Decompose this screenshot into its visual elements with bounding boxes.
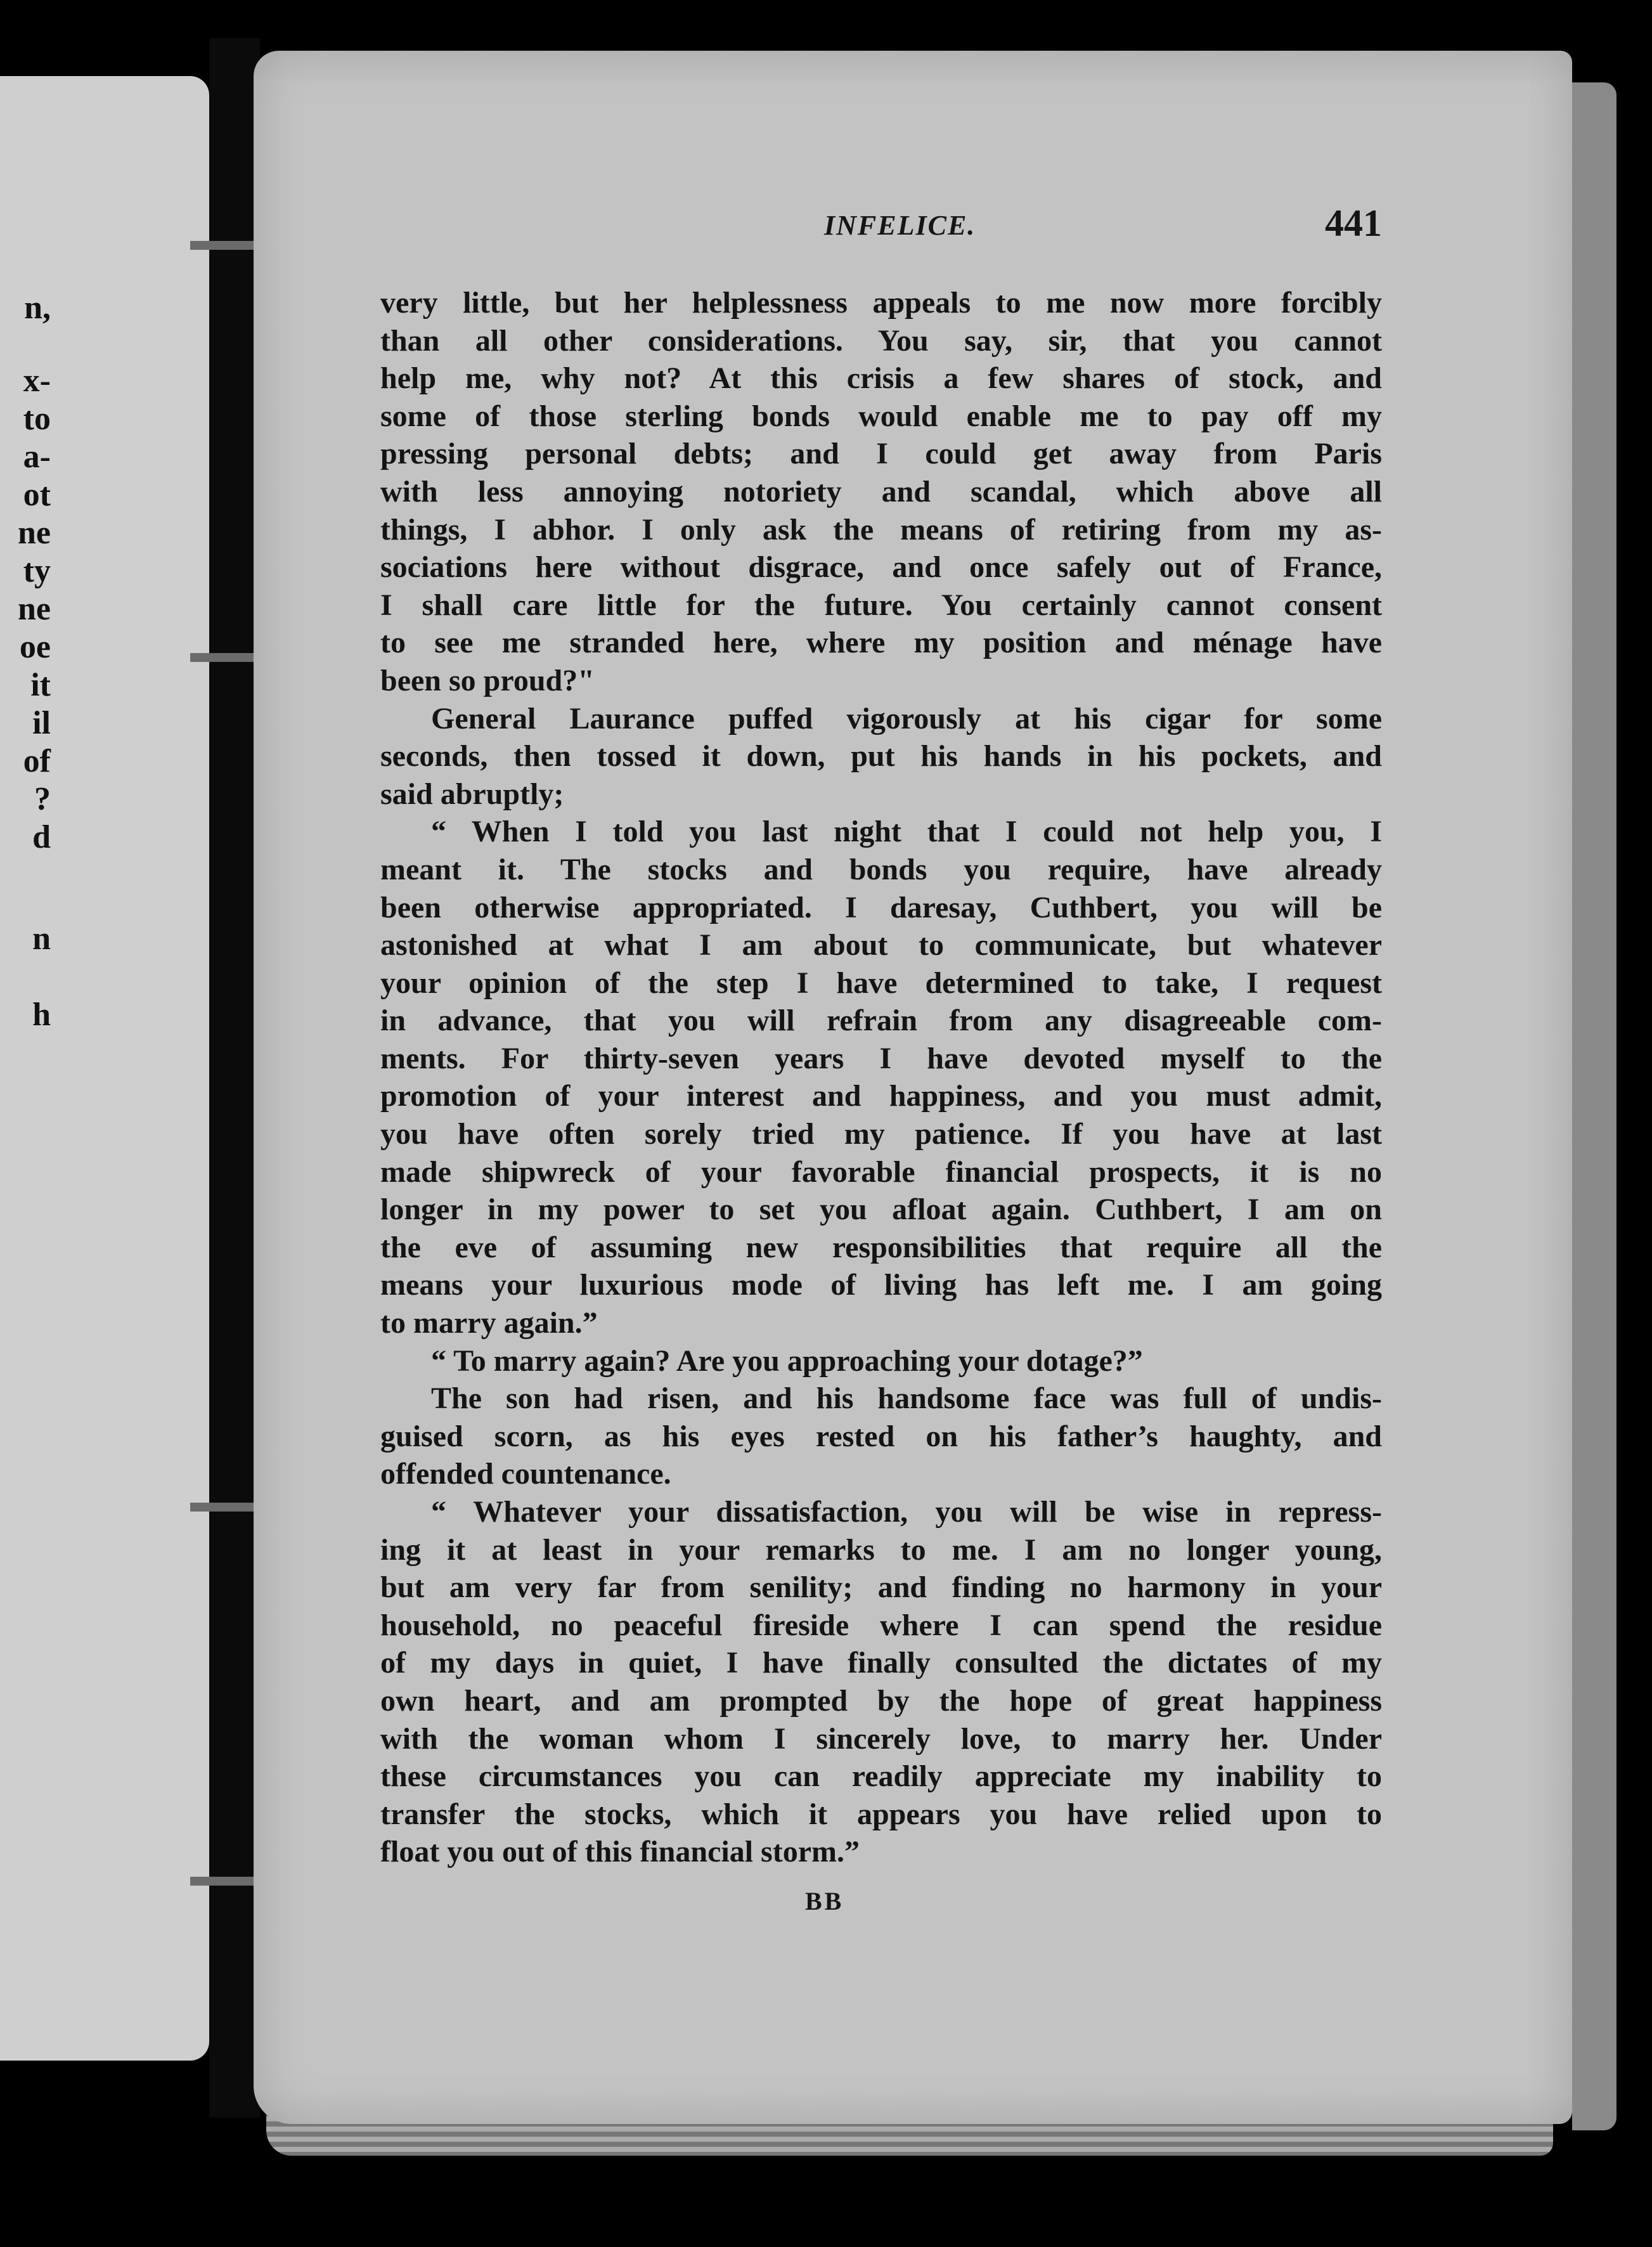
text-line: help me, why not? At this crisis a few shares of stock, and [380, 361, 1382, 396]
binding-stitch [190, 1503, 260, 1512]
left-page-fragment: n, [24, 290, 51, 326]
text-line: sociations here without disgrace, and once safely out of France, [380, 550, 1382, 585]
text-line: means your luxurious mode of living has left me. I am going [380, 1268, 1382, 1302]
text-line: ing it at least in your remarks to me. I am no longer young, [380, 1532, 1382, 1567]
left-page-fragment: a- [23, 439, 51, 475]
text-line: seconds, then tossed it down, put his hands in his pockets, and [380, 739, 1382, 774]
text-line: own heart, and am prompted by the hope of great happiness [380, 1683, 1382, 1718]
text-line: the eve of assuming new responsibilities that require all the [380, 1230, 1382, 1264]
text-line: offended countenance. [380, 1457, 671, 1491]
left-page-fragment: oe [19, 629, 51, 665]
signature-mark: BB [805, 1887, 844, 1915]
left-page-fragment: ne [18, 591, 51, 627]
text-line: pressing personal debts; and I could get away from Paris [380, 437, 1382, 471]
running-head: INFELICE. [824, 210, 976, 241]
left-page-fragment: it [30, 667, 51, 703]
text-line: of my days in quiet, I have finally consulted the dictates of my [380, 1646, 1382, 1680]
left-page-fragment: n [32, 921, 51, 957]
binding-stitch [190, 241, 260, 250]
text-line: “ Whatever your dissatisfaction, you will be wise in repress- [431, 1495, 1382, 1529]
page-fore-edge [1572, 82, 1617, 2130]
text-line: ments. For thirty-seven years I have devoted myself to the [380, 1041, 1382, 1075]
text-line: these circumstances you can readily appreciate my inability to [380, 1759, 1382, 1794]
text-line: float you out of this financial storm.” [380, 1835, 860, 1869]
left-page-fragment: ? [34, 781, 51, 817]
text-line: The son had risen, and his handsome face was full of undis- [431, 1382, 1382, 1416]
text-line: been otherwise appropriated. I daresay, Cuthbert, you will be [380, 890, 1382, 924]
left-page-fragment: to [23, 401, 51, 437]
binding-stitch [190, 1877, 260, 1886]
left-page-fragment: of [23, 743, 51, 779]
text-line: guised scorn, as his eyes rested on his father’s haughty, and [380, 1419, 1382, 1453]
text-line: said abruptly; [380, 777, 564, 811]
left-page-fragment: d [32, 819, 51, 855]
text-line: some of those sterling bonds would enable me to pay off my [380, 399, 1382, 433]
binding-stitch [190, 653, 260, 662]
book-spine [209, 38, 260, 2118]
text-line: things, I abhor. I only ask the means of retiring from my as- [380, 512, 1382, 547]
left-facing-page [0, 76, 209, 2061]
text-line: your opinion of the step I have determined to take, I request [380, 966, 1382, 1000]
text-line: but am very far from senility; and finding no harmony in your [380, 1570, 1382, 1605]
left-page-fragment: ty [23, 553, 51, 589]
text-line: longer in my power to set you afloat again. Cuthbert, I am on [380, 1193, 1382, 1227]
text-line: “ When I told you last night that I could not help you, I [431, 815, 1382, 849]
left-page-fragment: ne [18, 515, 51, 551]
text-line: made shipwreck of your favorable financial prospects, it is no [380, 1155, 1382, 1189]
body-text [380, 284, 1382, 1871]
text-line: I shall care little for the future. You certainly cannot consent [380, 588, 1382, 622]
text-line: with less annoying notoriety and scandal, which above all [380, 474, 1382, 508]
left-page-fragment: ot [23, 477, 51, 513]
text-line: very little, but her helplessness appeals to me now more forcibly [380, 286, 1382, 320]
text-line: to marry again.” [380, 1306, 598, 1340]
text-line: meant it. The stocks and bonds you require, have already [380, 852, 1382, 886]
text-line: transfer the stocks, which it appears you have relied upon to [380, 1797, 1382, 1831]
text-line: “ To marry again? Are you approaching your dotage?” [431, 1344, 1143, 1378]
text-line: been so proud?" [380, 663, 595, 697]
text-line: in advance, that you will refrain from any disagreeable com- [380, 1004, 1382, 1038]
text-line: than all other considerations. You say, sir, that you cannot [380, 323, 1382, 358]
page-number: 441 [1325, 202, 1382, 244]
text-line: household, no peaceful fireside where I can spend the residue [380, 1608, 1382, 1642]
text-line: you have often sorely tried my patience. If you have at last [380, 1117, 1382, 1151]
left-page-fragment: h [32, 997, 51, 1033]
text-line: General Laurance puffed vigorously at his cigar for some [431, 701, 1382, 735]
left-page-fragment: x- [23, 363, 51, 399]
text-line: to see me stranded here, where my position and ménage have [380, 626, 1382, 660]
text-line: with the woman whom I sincerely love, to marry her. Under [380, 1721, 1382, 1756]
left-page-fragment: il [32, 705, 51, 741]
text-line: promotion of your interest and happiness, and you must admit, [380, 1079, 1382, 1113]
text-line: astonished at what I am about to communicate, but whatever [380, 928, 1382, 962]
